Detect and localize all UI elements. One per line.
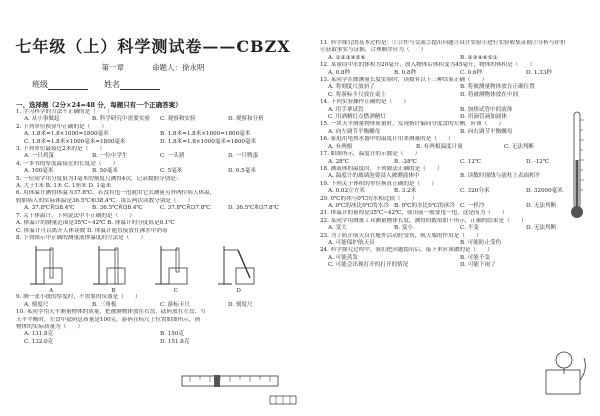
question-text: 天平平衡时，左盘中砝码总质量是100克，游码在标尺上位置如图所示，则 [16,316,201,323]
class-blank[interactable] [48,82,88,90]
question-text: 5. 一位同学用分度值为1毫米的刻度尺测得4次，记录数据分别是： [16,175,182,182]
class-label: 班级 [32,80,48,89]
answer-option[interactable]: B. 36.5℃和38.4℃ [92,205,143,212]
page-title: 七年级（上）科学测试卷——CBZX [15,37,291,56]
question-text: 15. 一块天平测量物体质量时，发现指针偏向分度盘的左侧，应该（ ） [320,121,505,128]
question-text: C. 体温计可以离开人体读数 D. 体温计能直接放在沸水中消毒 [16,227,168,234]
answer-options [24,153,296,160]
question-text: 2. 下列单位换算中正确的是（ ） [16,123,108,130]
answer-option[interactable]: B. -28℃ [394,158,417,165]
answer-option[interactable]: B. 3.2米 [394,188,417,195]
question-text: 22. 某同学用测量工具测量物体长度，测得的数值如下所示，正确的结果是（ ） [320,217,527,224]
answer-options [328,173,592,180]
answer-option[interactable]: A. 131.8克 [24,331,54,338]
answer-options [24,339,296,346]
scale-figure [268,392,298,408]
question-text: 6. 用体温计测得体温为37.8℃，若没有甩一甩就用它去测量另外两位病人体温， [16,190,216,197]
answer-option[interactable]: B. 有两根温度计量 [416,143,463,150]
answer-options [24,205,296,212]
figure-c [151,244,201,288]
answer-option[interactable]: A. 将刻度尺放斜了 [328,84,375,91]
answer-options [24,302,296,309]
question-text: A. 体温计的测量范围是35℃~42℃ B. 体温计的分度值是0.1℃ [16,220,175,227]
answer-option[interactable]: C. 37.8℃和37.8℃ [160,205,211,212]
question-text: 23. 为了防止航天员在舱外活动时受伤，航天服的作用是（ ） [320,232,482,239]
question-text: 13. 某同学在做测量长度实验时，读数有以下三种结果正确（ ） [320,77,488,84]
question-list-right [314,40,592,270]
answer-option[interactable]: B. 可能不变 [460,254,491,261]
answer-options [24,331,296,338]
question-list-left [10,109,296,242]
question-text: 9. 测一张小纸的厚度时，不需要的仪器是（ ） [16,294,141,301]
scale-ruler-figure [180,372,280,392]
section-heading: 一、选择题（2分×24=48 分，每题只有一个正确答案） [16,101,182,109]
answer-option[interactable]: C. 1.8米=1.8米×1000毫米=1800毫米 [24,138,126,145]
question-text: ⑥获取事实与证据，合理顺序应为（ ） [320,47,427,54]
question-text: 11. 科学探究的基本过程是：①合作与交流②提出问题③设计实验④进行实验收集证据⑤分析与评价 [320,40,566,46]
answer-option[interactable]: B. 150克 [160,331,184,338]
answer-option[interactable]: C. 观察和实验 [160,116,196,123]
answer-option[interactable]: C. 320分米 [460,188,490,195]
answer-options [24,116,296,123]
answer-option[interactable]: D. -12℃ [526,158,550,165]
answer-option[interactable]: A. 变大 [328,225,347,232]
answer-options [328,55,592,62]
answer-option[interactable]: D. 32000毫米 [526,188,563,195]
answer-option[interactable]: B. 变小 [394,225,413,232]
answer-options [328,70,592,77]
question-text: A. 大于1米 B. 1米 C. 1厘米 D. 1毫米 [16,183,112,190]
answer-option[interactable]: B. 将被测量物体放在正确位置 [460,84,535,91]
answer-option[interactable]: C. 不变 [460,225,479,232]
question-text: 19. 下列关于体积的单位换算正确的是（ ） [320,180,437,187]
figure-a [26,244,76,288]
answer-option[interactable]: A. 100毫米 [24,168,54,175]
figure-label: B [111,288,116,295]
question-text: 17. 如图所示，温度计的示数是（ ） [320,151,421,158]
answer-option[interactable]: C. 5毫米 [160,168,183,175]
answer-options [328,107,592,114]
answer-option[interactable]: A. 1.8米=1.8×1000=1800毫米 [24,131,109,138]
question-text: 10. 某同学用天平测量物体的质量，把被测物体放在右盘，砝码放在左盘，当 [16,309,206,316]
answer-option[interactable]: D. 0.5毫米 [228,168,256,175]
answer-option[interactable]: A. 0℃的冰比0℃的水冷 [328,202,389,209]
answer-option[interactable]: A. 0.8秒 [328,69,351,76]
question-text: 24. 科学探究过程中，我们把问题提出后，接下来应该做的是（ ） [320,247,493,254]
answer-option[interactable]: C. 12℃ [460,158,482,165]
answer-option[interactable]: A. 用手拿试管 [328,106,364,113]
answer-option[interactable]: A. 温度计的玻璃泡要浸入被测液体中 [328,173,420,180]
answer-options [328,203,592,210]
answer-options [328,144,592,151]
answer-option[interactable]: A. 可能蒸发 [328,254,358,261]
answer-option[interactable]: B. 50毫米 [92,168,118,175]
answer-option[interactable]: D. 用滴管滴加液体 [460,114,507,121]
question-text: 12. 某量筒中水的体积为20毫升，放入物体后体积变为45毫升，物体的体积是（ ） [320,62,536,69]
answer-option[interactable]: D. 无法判断 [526,225,557,232]
answer-options [328,159,592,166]
answer-option[interactable]: A. 可能保护航天员 [328,239,375,246]
question-text: 7. 关于体温计，下列说法中不正确的是（ ） [16,212,135,219]
answer-option[interactable]: C. 将游标卡尺放在桌上 [328,91,386,98]
question-list-left-2 [10,294,296,346]
question-text: 1. 学习科学的方法不正确的是（ ） [16,109,113,115]
answer-option[interactable]: D. 一只鸭蛋 [228,153,259,160]
answer-option[interactable]: A. 从小事做起 [24,116,60,123]
answer-option[interactable]: D. 观察和分析 [228,116,264,123]
answer-options [328,188,592,195]
answer-option[interactable]: A. 28℃ [328,158,349,165]
question-text: 假如病人的实际体温是36.5℃和38.4℃，那么两次读数分别是（ ） [16,197,194,204]
answer-option[interactable]: D. 1.8米=1.8×1000毫米=1800毫米 [160,138,257,145]
answer-option[interactable]: C. 132.0克 [24,338,54,345]
answer-options [328,240,592,247]
answer-option[interactable]: B. 一位中学生 [92,153,128,160]
answer-options [328,129,592,136]
apparatus-figure [540,340,592,400]
thermometer-icon [568,110,586,220]
answer-options [328,84,592,91]
answer-option[interactable]: A. 0.02立方米 [328,188,365,195]
header-meta [10,62,296,73]
answer-options [24,139,296,146]
answer-option[interactable]: B. 1.8米=1.8米×1000=1800毫米 [160,131,251,138]
answer-option[interactable]: B. 向右调节平衡螺母 [460,128,513,135]
answer-option[interactable]: B. 三角板 [92,301,117,308]
answer-options [24,131,296,138]
answer-options [328,262,592,269]
answer-option[interactable]: D. 将被测物体放在中间 [460,91,519,98]
answer-option[interactable]: C. 可能会出现打开的打开的情况 [328,262,409,269]
answer-option[interactable]: A. ①②③④⑤⑥ [328,54,366,61]
chapter-label: 第一章 [101,63,124,72]
answer-option[interactable]: B. 0℃的水比0℃的冰冷 [394,202,455,209]
question-text: 3. 下列单位最接近2米的是（ ） [16,146,105,153]
answer-option[interactable]: A. 一只鸡蛋 [24,153,54,160]
figure-label: A [49,288,54,295]
answer-options [328,225,592,232]
answer-option[interactable]: C. 一头猪 [160,153,185,160]
answer-option[interactable]: A. 37.8℃和38.4℃ [24,205,75,212]
answer-option[interactable]: A. 有两根 [328,143,353,150]
question-text: 物体的实际质量为（ ） [16,323,84,330]
question-text: 21. 体温计的量程是35℃~42℃，使用前一般要甩一甩，这是因为（ ） [320,210,508,217]
answer-option[interactable]: C. 游标卡尺 [160,301,191,308]
answer-option[interactable]: A. 向左调节平衡螺母 [328,128,381,135]
question-text: 20. 0℃的冰与0℃的水相比较（ ） [320,195,418,202]
answer-option[interactable]: C. 无法判断 [504,143,535,150]
answer-option[interactable]: D. 无法判断 [526,202,557,209]
answer-option[interactable]: D. 36.5℃和37.8℃ [228,205,279,212]
question-text: 8. 下列图示中正确的测量液体温度的方法是（ ） [16,234,147,241]
thermometer-figures [20,244,270,288]
answer-option[interactable]: B. ②③④⑥⑤① [460,54,498,61]
answer-option[interactable]: B. 0.8秒 [394,69,417,76]
answer-option[interactable]: C. 用酒精灯点燃酒精灯 [328,114,386,121]
question-text: 18. 测液体的温度时，下列做法正确的是（ ） [320,165,443,172]
answer-option[interactable]: D. 1.33秒 [526,69,552,76]
answer-options [24,168,296,175]
figure-d [214,244,264,288]
answer-option[interactable]: C. 0.6秒 [460,69,483,76]
answer-option[interactable]: B. 可能防止受伤 [460,239,502,246]
figure-label: D [236,288,241,295]
question-text: 14. 下列实验操作正确的是（ ） [320,99,409,106]
figure-b [89,244,139,288]
name-blank[interactable] [120,82,160,90]
question-text: 4. 一本书的厚度最接近的长度是（ ） [16,160,119,167]
answer-option[interactable]: A. 刻度尺 [24,301,49,308]
student-info [32,79,296,90]
figure-label: C [173,288,179,295]
answer-option[interactable]: B. 加热试管中的液体 [460,106,513,113]
answer-option[interactable]: C. 一样冷 [460,202,485,209]
author-label: 命题人：徐永明 [152,63,205,72]
answer-option[interactable]: D. 可能下雨了 [460,262,496,269]
answer-option[interactable]: D. 151.8克 [160,338,190,345]
question-text: 16. 家庭用电热水器中的温度计用来测量的是（ ） [320,136,454,143]
answer-options [328,92,592,99]
name-label: 姓名 [104,80,120,89]
answer-option[interactable]: B. 读数时视线与液柱上表面相平 [460,173,541,180]
answer-options [328,114,592,121]
answer-option[interactable]: D. 刻度尺 [228,301,253,308]
answer-option[interactable]: B. 科学研究中需要实验 [92,116,151,123]
